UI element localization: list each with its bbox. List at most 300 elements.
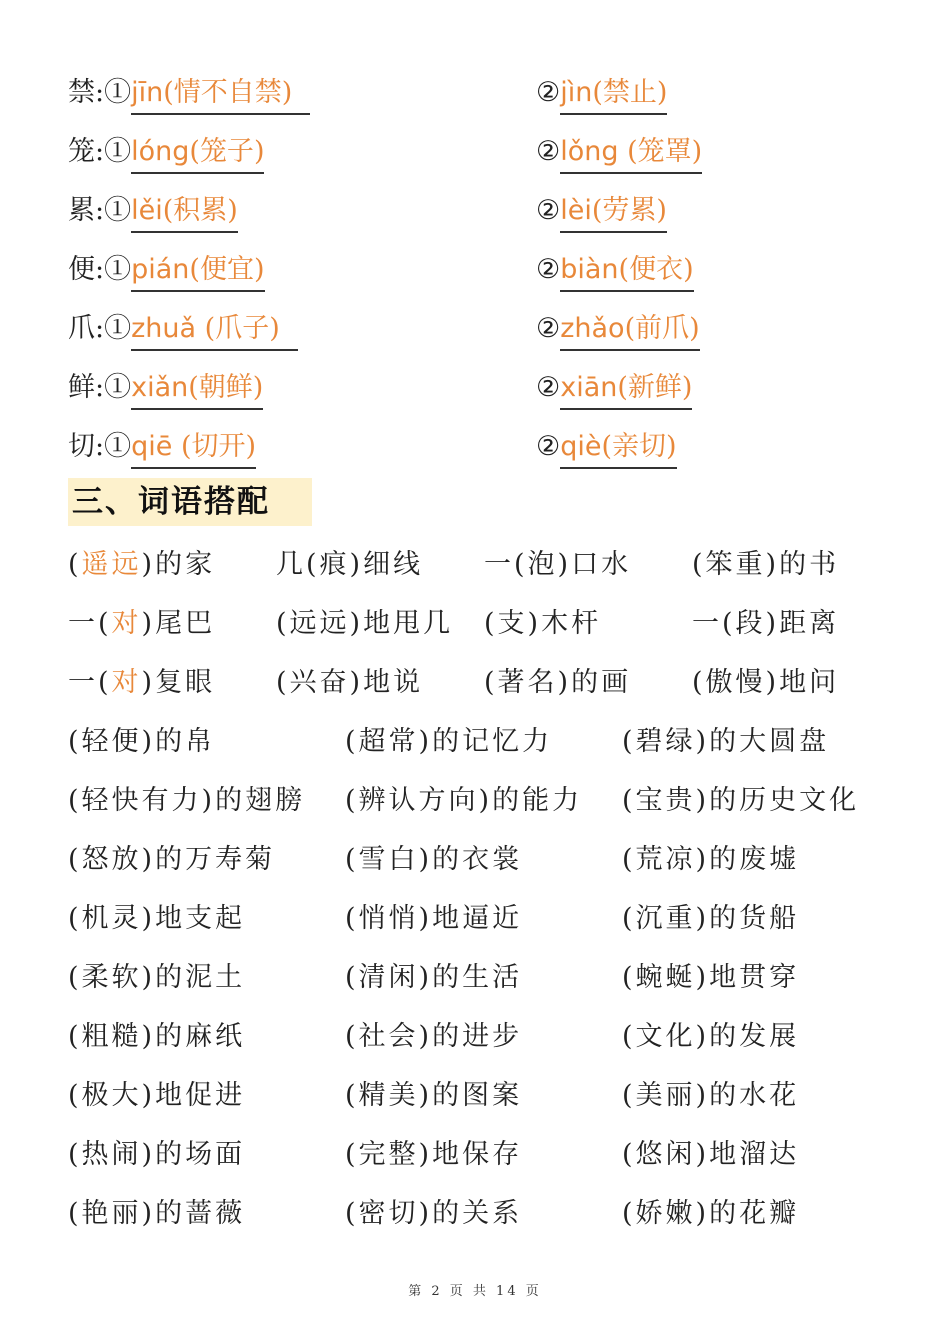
reading-number: ② bbox=[536, 313, 561, 344]
phrase-suffix: 的书 bbox=[779, 549, 840, 580]
polyphone-entry bbox=[68, 306, 298, 352]
phrase-suffix: 地溜达 bbox=[709, 1139, 800, 1170]
paren-open: ( bbox=[68, 844, 82, 875]
reading-answer bbox=[131, 191, 238, 233]
phrase-suffix: 的记忆力 bbox=[432, 726, 553, 757]
pinyin: biàn bbox=[560, 254, 619, 285]
paren-close: ) bbox=[418, 726, 433, 757]
paren-open: ( bbox=[276, 667, 290, 698]
paren-open: ( bbox=[345, 962, 359, 993]
paren-close: ) bbox=[418, 1198, 433, 1229]
phrase-item bbox=[68, 543, 215, 587]
phrase-fill: 美丽 bbox=[635, 1080, 696, 1111]
paren-close: ) bbox=[695, 903, 710, 934]
paren-close: ) bbox=[349, 549, 364, 580]
space bbox=[172, 431, 181, 462]
phrase-suffix: 的万寿菊 bbox=[155, 844, 276, 875]
paren-close: ) bbox=[418, 1080, 433, 1111]
paren-open: ( bbox=[163, 77, 174, 108]
phrase-fill: 痕 bbox=[319, 549, 350, 580]
phrase-fill: 蜿蜒 bbox=[635, 962, 696, 993]
phrase-fill: 笨重 bbox=[705, 549, 766, 580]
paren-open: ( bbox=[345, 1021, 359, 1052]
phrase-fill: 轻便 bbox=[81, 726, 142, 757]
reading-answer bbox=[131, 132, 264, 174]
paren-close: ) bbox=[695, 1021, 710, 1052]
phrase-item bbox=[345, 897, 522, 941]
phrase-item bbox=[345, 1133, 522, 1177]
example-word: 前爪 bbox=[635, 313, 690, 344]
phrase-suffix: 的关系 bbox=[432, 1198, 523, 1229]
polyphone-entry bbox=[536, 247, 694, 293]
example-word: 笼罩 bbox=[637, 136, 692, 167]
phrase-item bbox=[622, 1015, 799, 1059]
reading-answer bbox=[560, 368, 692, 410]
phrase-item bbox=[622, 838, 799, 882]
phrase-suffix: 的翅膀 bbox=[215, 785, 306, 816]
paren-open: ( bbox=[592, 77, 603, 108]
reading-answer bbox=[560, 250, 693, 292]
paren-open: ( bbox=[484, 608, 498, 639]
phrase-suffix: 的货船 bbox=[709, 903, 800, 934]
reading-number: ① bbox=[104, 254, 132, 285]
paren-close: ) bbox=[141, 1198, 156, 1229]
paren-open: ( bbox=[591, 195, 603, 226]
paren-open: ( bbox=[98, 667, 112, 698]
paren-close: ) bbox=[227, 195, 238, 226]
phrase-item bbox=[622, 897, 799, 941]
phrase-fill: 对 bbox=[111, 608, 142, 639]
reading-answer bbox=[131, 427, 256, 469]
paren-open: ( bbox=[622, 785, 636, 816]
phrase-item bbox=[68, 1074, 245, 1118]
paren-close: ) bbox=[656, 195, 667, 226]
polyphone-char: 累 bbox=[68, 195, 95, 226]
paren-open: ( bbox=[68, 962, 82, 993]
paren-open: ( bbox=[345, 1139, 359, 1170]
example-word: 爪子 bbox=[215, 313, 270, 344]
paren-open: ( bbox=[622, 962, 636, 993]
paren-open: ( bbox=[345, 785, 359, 816]
paren-open: ( bbox=[514, 549, 528, 580]
phrase-item bbox=[692, 602, 839, 646]
paren-open: ( bbox=[692, 549, 706, 580]
example-word: 便宜 bbox=[199, 254, 254, 285]
example-word: 朝鲜 bbox=[198, 372, 253, 403]
phrase-fill: 超常 bbox=[358, 726, 419, 757]
paren-open: ( bbox=[622, 1021, 636, 1052]
paren-close: ) bbox=[253, 254, 265, 285]
paren-close: ) bbox=[349, 608, 364, 639]
reading-number: ② bbox=[536, 372, 561, 403]
phrase-suffix: 地说 bbox=[363, 667, 424, 698]
paren-open: ( bbox=[162, 195, 174, 226]
pinyin: lǒng bbox=[560, 136, 619, 167]
paren-open: ( bbox=[204, 313, 216, 344]
paren-close: ) bbox=[281, 77, 293, 108]
phrase-item bbox=[68, 1192, 245, 1236]
paren-close: ) bbox=[418, 903, 433, 934]
reading-answer bbox=[131, 368, 263, 410]
phrase-suffix: 的帛 bbox=[155, 726, 216, 757]
phrase-item bbox=[484, 543, 631, 587]
paren-close: ) bbox=[245, 431, 257, 462]
phrase-fill: 傲慢 bbox=[705, 667, 766, 698]
phrase-suffix: 的水花 bbox=[709, 1080, 800, 1111]
paren-open: ( bbox=[68, 1198, 82, 1229]
reading-answer bbox=[560, 309, 699, 351]
phrase-fill: 雪白 bbox=[358, 844, 419, 875]
pinyin: qiē bbox=[131, 431, 173, 462]
phrase-prefix: 几 bbox=[276, 549, 306, 580]
paren-close: ) bbox=[695, 726, 710, 757]
phrase-item bbox=[622, 1133, 799, 1177]
phrase-item bbox=[345, 720, 552, 764]
paren-open: ( bbox=[622, 726, 636, 757]
paren-close: ) bbox=[656, 77, 668, 108]
phrase-item bbox=[68, 602, 215, 646]
phrase-suffix: 的历史文化 bbox=[709, 785, 860, 816]
space bbox=[619, 136, 628, 167]
phrase-item bbox=[276, 543, 423, 587]
paren-open: ( bbox=[68, 1080, 82, 1111]
paren-open: ( bbox=[622, 1139, 636, 1170]
pinyin: lěi bbox=[131, 195, 163, 226]
example-word: 亲切 bbox=[612, 431, 667, 462]
paren-open: ( bbox=[68, 1021, 82, 1052]
paren-open: ( bbox=[189, 136, 200, 167]
paren-close: ) bbox=[765, 608, 780, 639]
colon: : bbox=[95, 195, 105, 226]
phrase-fill: 悄悄 bbox=[358, 903, 419, 934]
paren-open: ( bbox=[622, 1198, 636, 1229]
phrase-fill: 荒凉 bbox=[635, 844, 696, 875]
paren-open: ( bbox=[345, 903, 359, 934]
example-word: 切开 bbox=[191, 431, 246, 462]
paren-open: ( bbox=[345, 726, 359, 757]
phrase-item bbox=[276, 661, 423, 705]
phrase-item bbox=[68, 897, 245, 941]
paren-close: ) bbox=[695, 785, 710, 816]
polyphone-char: 禁 bbox=[68, 77, 95, 108]
paren-close: ) bbox=[141, 667, 156, 698]
polyphone-entry bbox=[536, 188, 667, 234]
colon: : bbox=[95, 372, 105, 403]
phrase-item bbox=[68, 779, 305, 823]
phrase-item bbox=[345, 838, 522, 882]
phrase-suffix: 的蔷薇 bbox=[155, 1198, 246, 1229]
example-word: 积累 bbox=[173, 195, 228, 226]
phrase-suffix: 木杆 bbox=[541, 608, 602, 639]
phrase-item bbox=[692, 543, 839, 587]
phrase-suffix: 的家 bbox=[155, 549, 216, 580]
paren-close: ) bbox=[691, 136, 703, 167]
phrase-suffix: 的发展 bbox=[709, 1021, 800, 1052]
phrase-fill: 对 bbox=[111, 667, 142, 698]
phrase-item bbox=[345, 956, 522, 1000]
phrase-suffix: 复眼 bbox=[155, 667, 216, 698]
polyphone-char: 便 bbox=[68, 254, 95, 285]
phrase-fill: 粗糙 bbox=[81, 1021, 142, 1052]
phrase-item bbox=[622, 956, 799, 1000]
polyphone-entry bbox=[68, 188, 238, 234]
example-word: 便衣 bbox=[629, 254, 684, 285]
phrase-fill: 怒放 bbox=[81, 844, 142, 875]
pinyin: zhǎo bbox=[560, 313, 625, 344]
colon: : bbox=[95, 77, 105, 108]
phrase-fill: 支 bbox=[497, 608, 528, 639]
phrase-suffix: 口水 bbox=[571, 549, 632, 580]
paren-close: ) bbox=[252, 372, 264, 403]
example-word: 劳累 bbox=[602, 195, 657, 226]
phrase-item bbox=[68, 1133, 245, 1177]
reading-number: ① bbox=[104, 195, 132, 226]
polyphone-entry bbox=[536, 365, 692, 411]
phrase-item bbox=[68, 720, 215, 764]
paren-open: ( bbox=[68, 1139, 82, 1170]
reading-answer bbox=[131, 250, 264, 292]
polyphone-entry bbox=[68, 129, 264, 175]
paren-close: ) bbox=[765, 667, 780, 698]
example-word: 笼子 bbox=[199, 136, 254, 167]
reading-number: ② bbox=[536, 77, 561, 108]
phrase-suffix: 地促进 bbox=[155, 1080, 246, 1111]
paren-close: ) bbox=[695, 1139, 710, 1170]
reading-answer bbox=[131, 309, 298, 351]
phrase-item bbox=[622, 720, 829, 764]
paren-close: ) bbox=[418, 1021, 433, 1052]
pinyin: jīn bbox=[131, 77, 164, 108]
phrase-fill: 兴奋 bbox=[289, 667, 350, 698]
paren-close: ) bbox=[141, 903, 156, 934]
polyphone-char: 鲜 bbox=[68, 372, 95, 403]
phrase-suffix: 地逼近 bbox=[432, 903, 523, 934]
phrase-item bbox=[692, 661, 839, 705]
phrase-fill: 社会 bbox=[358, 1021, 419, 1052]
reading-answer bbox=[560, 191, 667, 233]
pinyin: xiān bbox=[560, 372, 618, 403]
pinyin: lèi bbox=[560, 195, 592, 226]
phrase-prefix: 一 bbox=[68, 667, 98, 698]
colon: : bbox=[95, 254, 105, 285]
paren-close: ) bbox=[141, 962, 156, 993]
phrase-fill: 密切 bbox=[358, 1198, 419, 1229]
paren-close: ) bbox=[418, 1139, 433, 1170]
paren-open: ( bbox=[68, 726, 82, 757]
phrase-item bbox=[68, 838, 275, 882]
reading-number: ② bbox=[536, 136, 561, 167]
phrase-fill: 碧绿 bbox=[635, 726, 696, 757]
phrase-item bbox=[68, 1015, 245, 1059]
example-word: 禁止 bbox=[602, 77, 657, 108]
reading-number: ① bbox=[104, 372, 132, 403]
paren-open: ( bbox=[345, 1080, 359, 1111]
polyphone-entry bbox=[68, 247, 265, 293]
phrase-suffix: 距离 bbox=[779, 608, 840, 639]
phrase-fill: 远远 bbox=[289, 608, 350, 639]
paren-close: ) bbox=[141, 1080, 156, 1111]
section-title: 三、词语搭配 bbox=[68, 478, 312, 526]
phrase-item bbox=[345, 1192, 522, 1236]
reading-answer bbox=[560, 132, 702, 174]
colon: : bbox=[95, 313, 105, 344]
paren-open: ( bbox=[306, 549, 320, 580]
paren-close: ) bbox=[269, 313, 280, 344]
phrase-fill: 遥远 bbox=[81, 549, 142, 580]
paren-open: ( bbox=[345, 1198, 359, 1229]
polyphone-entry bbox=[68, 365, 263, 411]
phrase-suffix: 地甩几 bbox=[363, 608, 454, 639]
polyphone-char: 笼 bbox=[68, 136, 95, 167]
phrase-suffix: 地贯穿 bbox=[709, 962, 800, 993]
phrase-suffix: 的能力 bbox=[492, 785, 583, 816]
phrase-suffix: 地支起 bbox=[155, 903, 246, 934]
polyphone-char: 切 bbox=[68, 431, 95, 462]
phrase-fill: 柔软 bbox=[81, 962, 142, 993]
polyphone-entry bbox=[536, 424, 677, 470]
paren-open: ( bbox=[484, 667, 498, 698]
paren-open: ( bbox=[692, 667, 706, 698]
paren-open: ( bbox=[180, 431, 192, 462]
phrase-fill: 精美 bbox=[358, 1080, 419, 1111]
phrase-item bbox=[622, 1192, 799, 1236]
phrase-item bbox=[345, 779, 582, 823]
paren-open: ( bbox=[98, 608, 112, 639]
reading-answer bbox=[131, 73, 310, 115]
pinyin: pián bbox=[131, 254, 190, 285]
phrase-prefix: 一 bbox=[692, 608, 722, 639]
phrase-prefix: 一 bbox=[484, 549, 514, 580]
paren-open: ( bbox=[618, 254, 630, 285]
paren-open: ( bbox=[68, 903, 82, 934]
phrase-fill: 悠闲 bbox=[635, 1139, 696, 1170]
phrase-suffix: 的画 bbox=[571, 667, 632, 698]
paren-open: ( bbox=[68, 785, 82, 816]
paren-close: ) bbox=[695, 1080, 710, 1111]
phrase-item bbox=[68, 956, 245, 1000]
paren-close: ) bbox=[418, 844, 433, 875]
phrase-suffix: 地保存 bbox=[432, 1139, 523, 1170]
phrase-fill: 热闹 bbox=[81, 1139, 142, 1170]
phrase-suffix: 的场面 bbox=[155, 1139, 246, 1170]
paren-close: ) bbox=[418, 962, 433, 993]
paren-close: ) bbox=[683, 254, 694, 285]
reading-number: ② bbox=[536, 431, 561, 462]
paren-close: ) bbox=[141, 726, 156, 757]
paren-open: ( bbox=[68, 549, 82, 580]
phrase-fill: 泡 bbox=[527, 549, 558, 580]
phrase-suffix: 的泥土 bbox=[155, 962, 246, 993]
phrase-fill: 文化 bbox=[635, 1021, 696, 1052]
phrase-fill: 段 bbox=[735, 608, 766, 639]
paren-close: ) bbox=[689, 313, 700, 344]
polyphone-char: 爪 bbox=[68, 313, 95, 344]
reading-number: ① bbox=[104, 313, 132, 344]
paren-close: ) bbox=[765, 549, 780, 580]
phrase-suffix: 的生活 bbox=[432, 962, 523, 993]
paren-open: ( bbox=[345, 844, 359, 875]
example-word: 情不自禁 bbox=[173, 77, 282, 108]
colon: : bbox=[95, 431, 105, 462]
paren-close: ) bbox=[695, 1198, 710, 1229]
paren-open: ( bbox=[624, 313, 636, 344]
phrase-fill: 著名 bbox=[497, 667, 558, 698]
paren-close: ) bbox=[527, 608, 542, 639]
paren-open: ( bbox=[622, 1080, 636, 1111]
phrase-item bbox=[484, 602, 601, 646]
phrase-suffix: 的大圆盘 bbox=[709, 726, 830, 757]
phrase-fill: 沉重 bbox=[635, 903, 696, 934]
paren-close: ) bbox=[201, 785, 216, 816]
reading-number: ① bbox=[104, 431, 132, 462]
phrase-fill: 娇嫩 bbox=[635, 1198, 696, 1229]
reading-number: ① bbox=[104, 136, 132, 167]
phrase-item bbox=[345, 1074, 522, 1118]
phrase-fill: 机灵 bbox=[81, 903, 142, 934]
paren-close: ) bbox=[253, 136, 265, 167]
phrase-item bbox=[68, 661, 215, 705]
paren-open: ( bbox=[601, 431, 613, 462]
phrase-suffix: 的废墟 bbox=[709, 844, 800, 875]
polyphone-entry bbox=[536, 129, 702, 175]
pinyin: zhuǎ bbox=[131, 313, 197, 344]
polyphone-entry bbox=[536, 306, 700, 352]
paren-close: ) bbox=[141, 549, 156, 580]
phrase-item bbox=[484, 661, 631, 705]
paren-open: ( bbox=[617, 372, 628, 403]
polyphone-entry bbox=[68, 70, 310, 116]
colon: : bbox=[95, 136, 105, 167]
phrase-item bbox=[276, 602, 453, 646]
paren-close: ) bbox=[141, 608, 156, 639]
reading-number: ② bbox=[536, 254, 561, 285]
paren-close: ) bbox=[557, 549, 572, 580]
paren-close: ) bbox=[349, 667, 364, 698]
pinyin: xiǎn bbox=[131, 372, 189, 403]
phrase-fill: 辨认方向 bbox=[358, 785, 479, 816]
pinyin: jìn bbox=[560, 77, 593, 108]
example-word: 新鲜 bbox=[627, 372, 682, 403]
paren-close: ) bbox=[695, 844, 710, 875]
paren-open: ( bbox=[627, 136, 638, 167]
phrase-fill: 宝贵 bbox=[635, 785, 696, 816]
phrase-suffix: 的进步 bbox=[432, 1021, 523, 1052]
paren-close: ) bbox=[141, 844, 156, 875]
paren-close: ) bbox=[478, 785, 493, 816]
phrase-fill: 清闲 bbox=[358, 962, 419, 993]
paren-close: ) bbox=[681, 372, 693, 403]
phrase-suffix: 的麻纸 bbox=[155, 1021, 246, 1052]
paren-open: ( bbox=[189, 254, 200, 285]
phrase-fill: 轻快有力 bbox=[81, 785, 202, 816]
paren-open: ( bbox=[722, 608, 736, 639]
phrase-prefix: 一 bbox=[68, 608, 98, 639]
phrase-suffix: 的图案 bbox=[432, 1080, 523, 1111]
paren-close: ) bbox=[666, 431, 677, 462]
pinyin: qiè bbox=[560, 431, 602, 462]
paren-close: ) bbox=[141, 1021, 156, 1052]
phrase-item bbox=[345, 1015, 522, 1059]
paren-open: ( bbox=[622, 903, 636, 934]
phrase-fill: 极大 bbox=[81, 1080, 142, 1111]
paren-open: ( bbox=[622, 844, 636, 875]
phrase-item bbox=[622, 779, 859, 823]
paren-close: ) bbox=[695, 962, 710, 993]
polyphone-entry bbox=[68, 424, 256, 470]
page-footer: 第 2 页 共 14 页 bbox=[408, 1284, 542, 1299]
phrase-suffix: 细线 bbox=[363, 549, 424, 580]
polyphone-entry bbox=[536, 70, 667, 116]
